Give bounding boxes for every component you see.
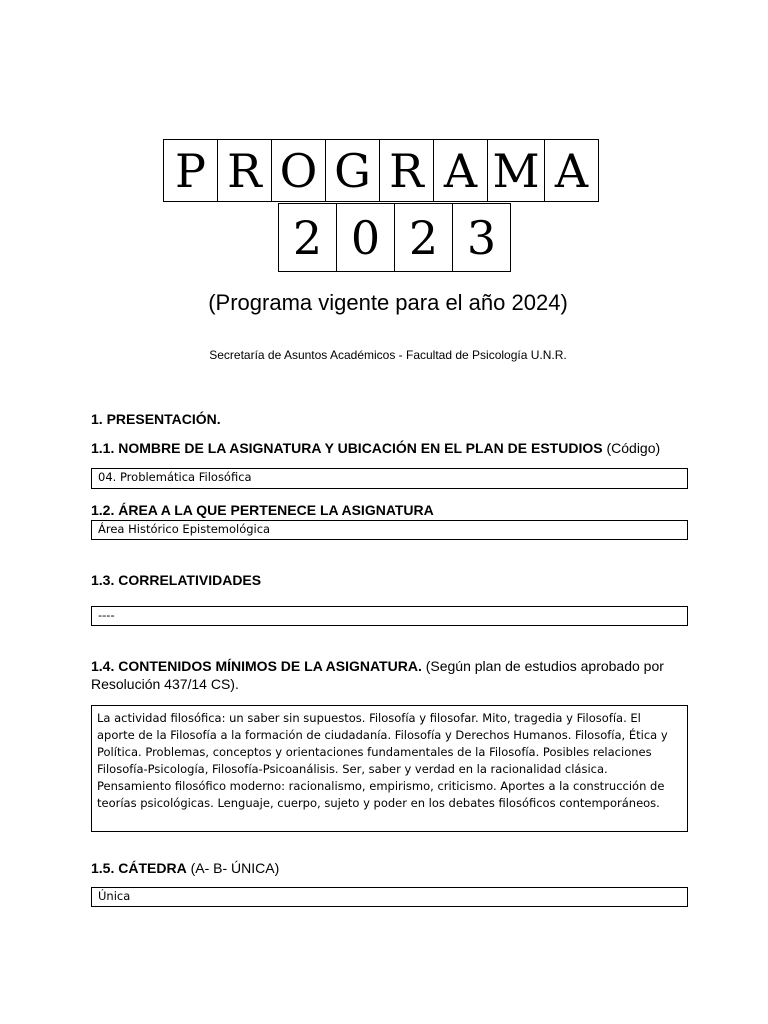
year-digits bbox=[279, 203, 511, 272]
title-letter: A bbox=[544, 139, 599, 202]
section-1-2-value: Área Histórico Epistemológica bbox=[91, 520, 688, 540]
title-letters bbox=[164, 139, 599, 202]
section-1-4-suffix: (Según plan de estudios aprobado por Resolución 437/14 CS). bbox=[91, 658, 664, 692]
title-letter: G bbox=[325, 139, 380, 202]
title-letter: P bbox=[163, 139, 218, 202]
secretaria-line: Secretaría de Asuntos Académicos - Facultad de Psicología U.N.R. bbox=[209, 348, 567, 362]
section-1-5-heading bbox=[91, 860, 279, 876]
title-letter: O bbox=[271, 139, 326, 202]
section-1-5-title: 1.5. CÁTEDRA bbox=[91, 860, 187, 876]
section-1-4-heading bbox=[91, 657, 691, 693]
title-letter: R bbox=[217, 139, 272, 202]
section-1-5-suffix: (A- B- ÚNICA) bbox=[186, 860, 280, 876]
subtitle: (Programa vigente para el año 2024) bbox=[208, 290, 568, 315]
year-digit: 2 bbox=[394, 203, 453, 272]
title-letter: A bbox=[433, 139, 488, 202]
section-1-4-value: La actividad filosófica: un saber sin supuestos. Filosofía y filosofar. Mito, tragedia y Filosofía. El aporte de la Filosofía a la formación de ciudadanía. Filosofía y Derechos Humanos. Filosofía, Ética y Política. Problemas, conceptos y orientaciones fundamentales de la Filosofía. Posibles relaciones Filosofía-Psicología, Filosofía-Psicoanálisis. Ser, saber y verdad en la racionalidad clásica. Pensamiento filosófico moderno: racionalismo, empirismo, criticismo. Aportes a la construcción de teorías psicológicas. Lenguaje, cuerpo, sujeto y poder en los debates filosóficos contemporáneos. bbox=[91, 705, 688, 832]
section-1-1-title: 1.1. NOMBRE DE LA ASIGNATURA Y UBICACIÓN EN EL PLAN DE ESTUDIOS bbox=[91, 440, 603, 456]
section-1-heading: 1. PRESENTACIÓN. bbox=[91, 411, 221, 427]
year-digit: 0 bbox=[336, 203, 395, 272]
title-letter: M bbox=[487, 139, 545, 202]
section-1-1-value: 04. Problemática Filosófica bbox=[91, 468, 688, 489]
section-1-5-value: Única bbox=[91, 887, 688, 907]
section-1-3-value: ---- bbox=[91, 606, 688, 626]
section-1-4-title: 1.4. CONTENIDOS MÍNIMOS DE LA ASIGNATURA. bbox=[91, 658, 422, 674]
title-letter: R bbox=[379, 139, 434, 202]
section-1-1-heading bbox=[91, 440, 660, 456]
section-1-1-suffix: (Código) bbox=[602, 440, 661, 456]
section-1-2-heading: 1.2. ÁREA A LA QUE PERTENECE LA ASIGNATURA bbox=[91, 502, 434, 518]
year-digit: 2 bbox=[278, 203, 337, 272]
section-1-3-heading: 1.3. CORRELATIVIDADES bbox=[91, 572, 262, 588]
year-digit: 3 bbox=[452, 203, 511, 272]
